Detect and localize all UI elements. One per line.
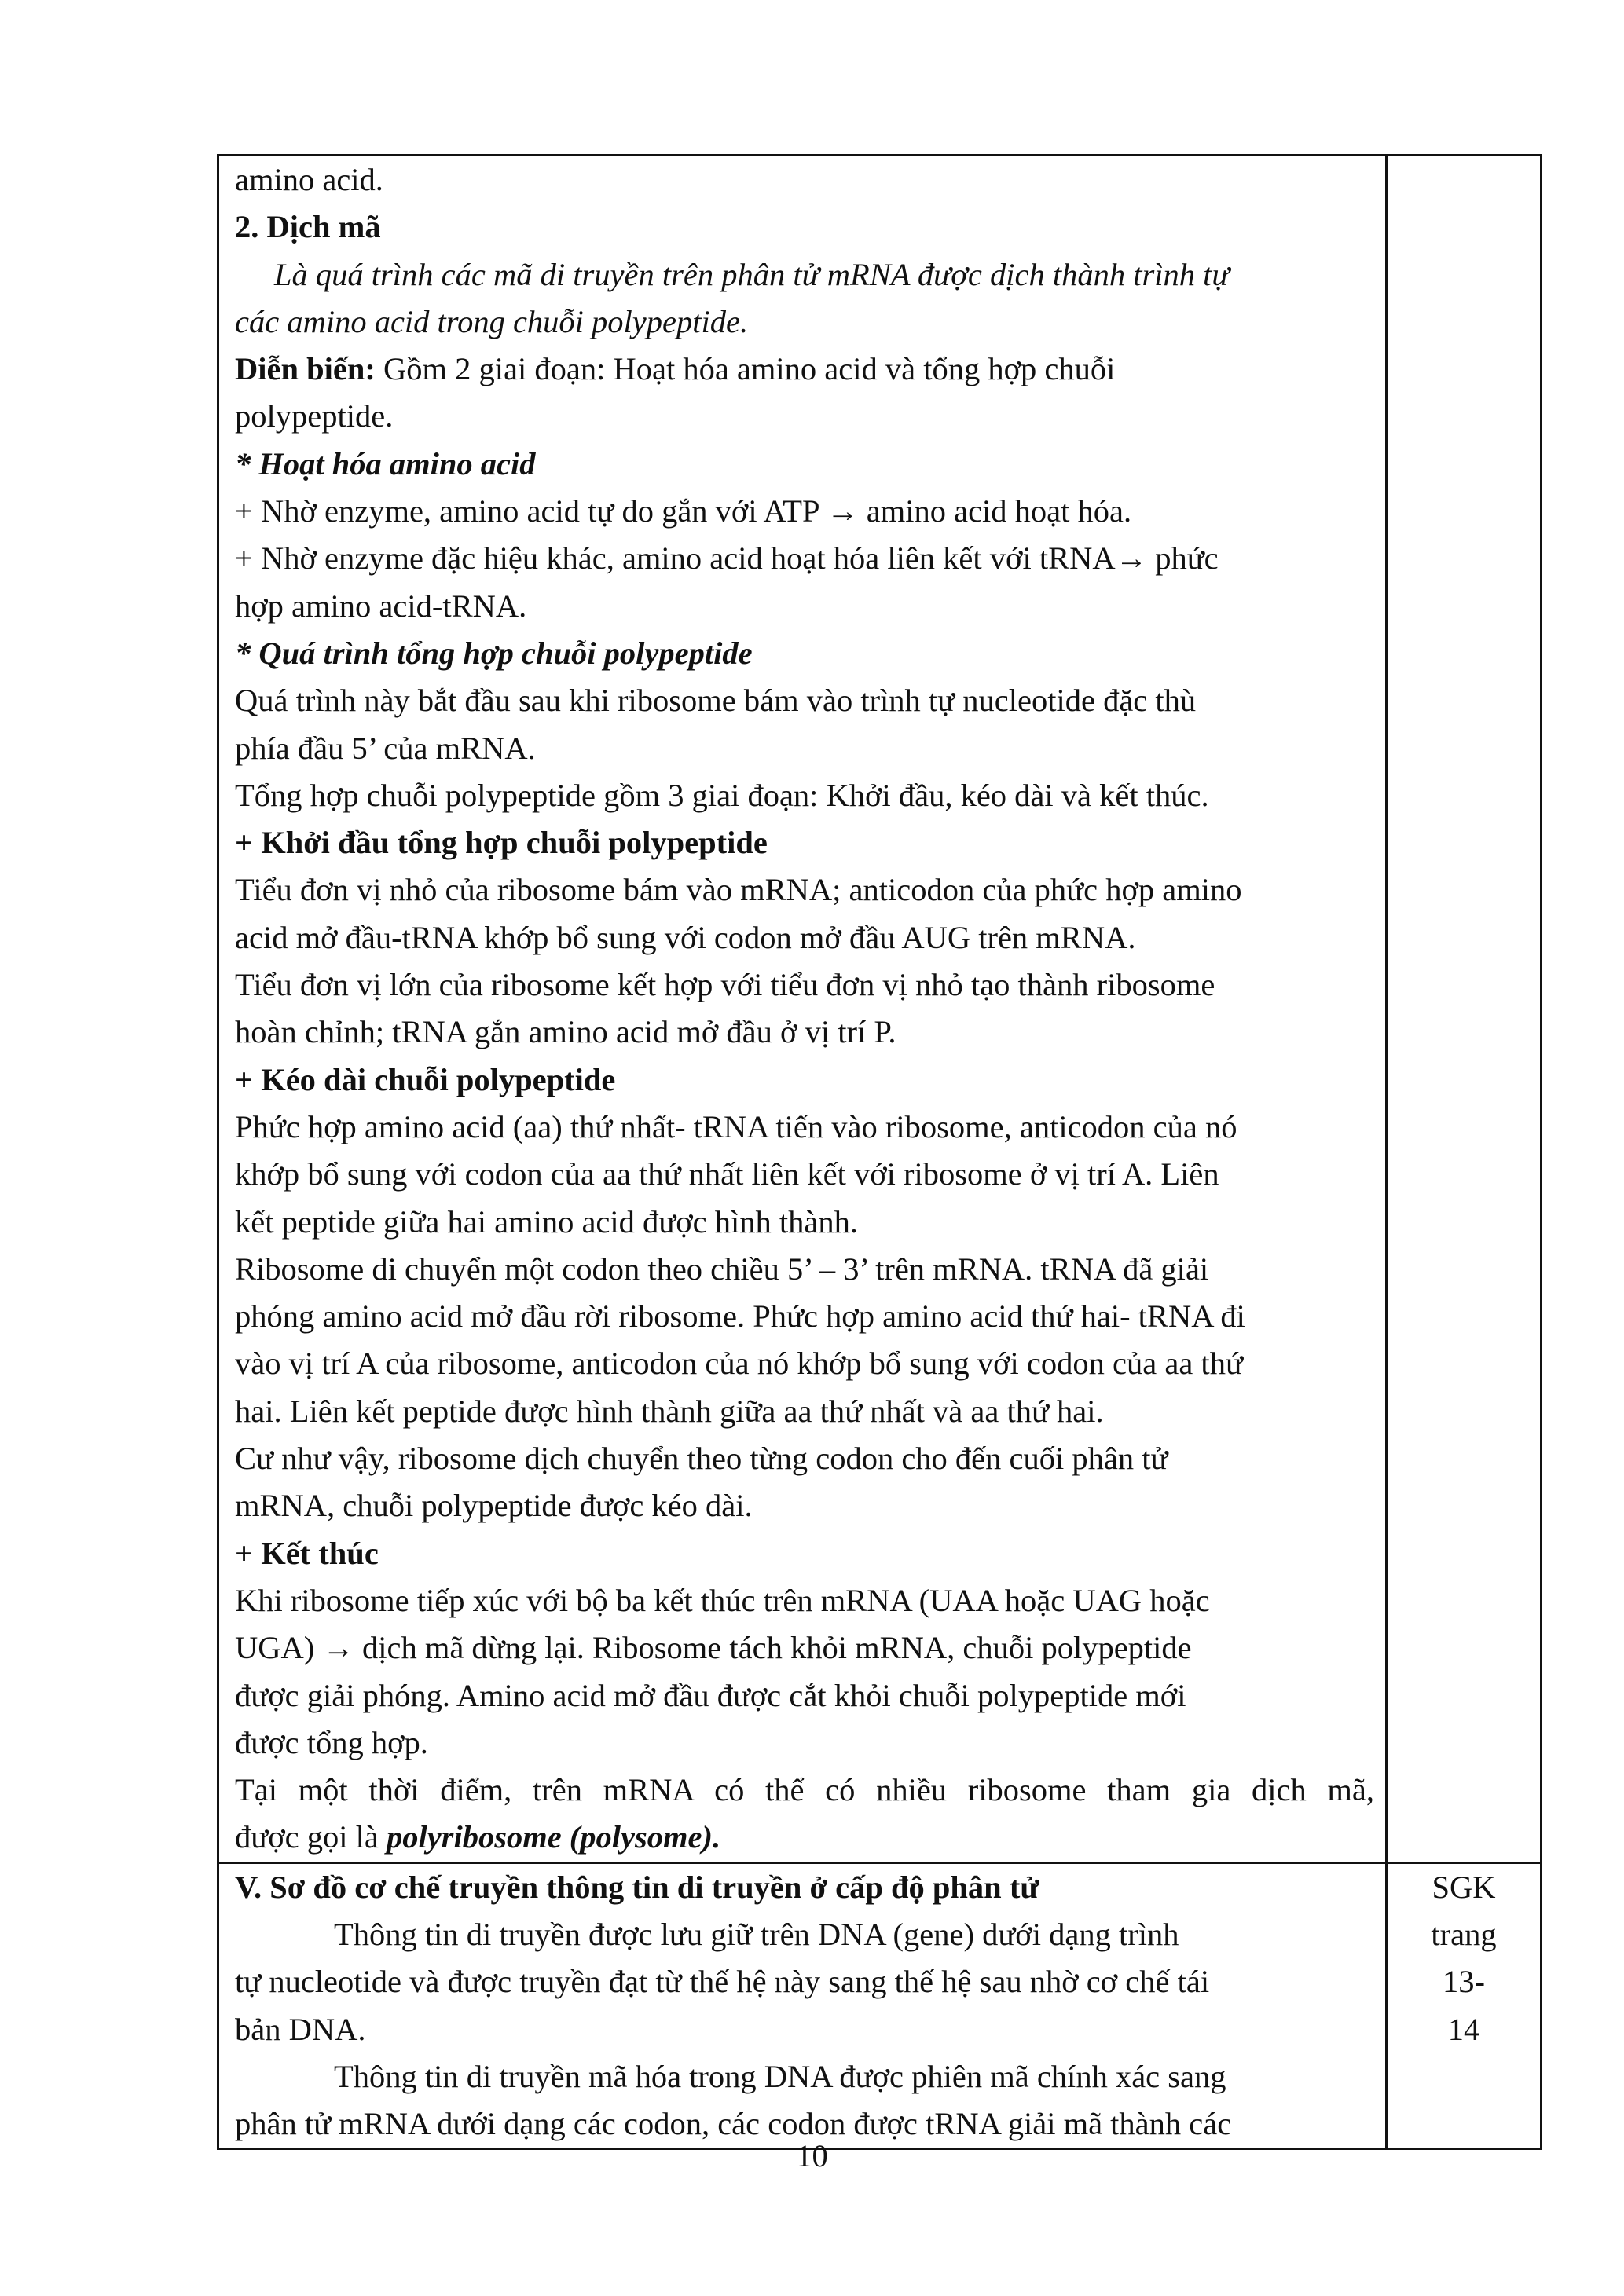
text-line: Ribosome di chuyển một codon theo chiều 5’ – 3’ trên mRNA. tRNA đã giải [235, 1251, 1209, 1287]
text-line: phóng amino acid mở đầu rời ribosome. Phức hợp amino acid thứ hai- tRNA đi [235, 1298, 1245, 1335]
text-line: tự nucleotide và được truyền đạt từ thế hệ này sang thế hệ sau nhờ cơ chế tái [235, 1964, 1210, 2000]
table-row [218, 156, 1542, 1863]
text-line: Quá trình này bắt đầu sau khi ribosome bám vào trình tự nucleotide đặc thù [235, 683, 1197, 719]
text-line: được tổng hợp. [235, 1724, 428, 1760]
text-line: được giải phóng. Amino acid mở đầu được cắt khỏi chuỗi polypeptide mới [235, 1677, 1186, 1713]
text-line: phía đầu 5’ của mRNA. [235, 730, 536, 766]
subheading-keo-dai: + Kéo dài chuỗi polypeptide [235, 1061, 616, 1097]
subheading-ket-thuc: + Kết thúc [235, 1535, 379, 1571]
text-line: kết peptide giữa hai amino acid được hình thành. [235, 1203, 858, 1240]
text-line: Thông tin di truyền mã hóa trong DNA được phiên mã chính xác sang [334, 2058, 1226, 2094]
text-line: Tổng hợp chuỗi polypeptide gồm 3 giai đoạn: Khởi đầu, kéo dài và kết thúc. [235, 777, 1209, 813]
section-v-cell [218, 1862, 1387, 2149]
dien-bien-line [235, 346, 1374, 393]
text-line: Tiểu đơn vị lớn của ribosome kết hợp với tiểu đơn vị nhỏ tạo thành ribosome [235, 967, 1215, 1003]
text-line: + Nhờ enzyme đặc hiệu khác, amino acid hoạt hóa liên kết với tRNA→ phức [235, 540, 1219, 577]
reference-cell [1387, 1862, 1542, 2149]
polysome-term: polyribosome (polysome). [386, 1819, 721, 1855]
table-row [218, 1862, 1542, 2149]
text-line: Cư như vậy, ribosome dịch chuyển theo từng codon cho đến cuối phân tử [235, 1441, 1168, 1477]
text-line: phân tử mRNA dưới dạng các codon, các codon được tRNA giải mã thành các [235, 2106, 1232, 2142]
reference-text: 14 [1447, 2011, 1480, 2047]
translation-section-cell [218, 156, 1387, 1863]
page-number: 10 [796, 2138, 828, 2173]
text-line: Tiểu đơn vị nhỏ của ribosome bám vào mRNA; anticodon của phức hợp amino [235, 872, 1242, 908]
polysome-prefix: được gọi là [235, 1819, 387, 1855]
text-line: vào vị trí A của ribosome, anticodon của nó khớp bổ sung với codon của aa thứ [235, 1346, 1243, 1382]
subheading-tong-hop: * Quá trình tổng hợp chuỗi polypeptide [235, 635, 753, 671]
reference-text: trang [1431, 1916, 1497, 1952]
text-line: hoàn chỉnh; tRNA gắn amino acid mở đầu ở vị trí P. [235, 1014, 896, 1050]
text-line: UGA) → dịch mã dừng lại. Ribosome tách khỏi mRNA, chuỗi polypeptide [235, 1630, 1192, 1666]
text-line: acid mở đầu-tRNA khớp bổ sung với codon mở đầu AUG trên mRNA. [235, 919, 1136, 955]
text-line: hai. Liên kết peptide được hình thành giữa aa thứ nhất và aa thứ hai. [235, 1393, 1104, 1429]
text-line: mRNA, chuỗi polypeptide được kéo dài. [235, 1488, 753, 1524]
subheading-hoat-hoa: * Hoạt hóa amino acid [235, 445, 536, 482]
text-line: Phức hợp amino acid (aa) thứ nhất- tRNA tiến vào ribosome, anticodon của nó [235, 1108, 1237, 1144]
text-line: khớp bổ sung với codon của aa thứ nhất liên kết với ribosome ở vị trí A. Liên [235, 1156, 1219, 1192]
reference-cell-empty [1387, 156, 1542, 1863]
text-line: Thông tin di truyền được lưu giữ trên DNA (gene) dưới dạng trình [334, 1916, 1179, 1952]
text-line: Khi ribosome tiếp xúc với bộ ba kết thúc trên mRNA (UAA hoặc UAG hoặc [235, 1582, 1210, 1618]
reference-text: 13- [1443, 1964, 1485, 2000]
text-line: amino acid. [235, 162, 383, 197]
dien-bien-label: Diễn biến: [235, 351, 376, 387]
text-line: Tại một thời điểm, trên mRNA có thể có nhiều ribosome tham gia dịch mã, [235, 1772, 1374, 1808]
section-heading-dich-ma: 2. Dịch mã [235, 209, 381, 245]
text-line: + Nhờ enzyme, amino acid tự do gắn với ATP → amino acid hoạt hóa. [235, 493, 1132, 529]
definition-line: các amino acid trong chuỗi polypeptide. [235, 303, 749, 339]
reference-text: SGK [1432, 1869, 1496, 1905]
dien-bien-text: Gồm 2 giai đoạn: Hoạt hóa amino acid và tổng hợp chuỗi [375, 351, 1116, 387]
section-heading-v: V. Sơ đồ cơ chế truyền thông tin di truyền ở cấp độ phân tử [235, 1869, 1039, 1905]
text-line: hợp amino acid-tRNA. [235, 588, 527, 624]
polysome-line [235, 1814, 1374, 1861]
text-line: bản DNA. [235, 2011, 366, 2047]
content-table [217, 154, 1542, 2150]
definition-line: Là quá trình các mã di truyền trên phân tử mRNA được dịch thành trình tự [274, 256, 1230, 292]
subheading-khoi-dau: + Khởi đầu tổng hợp chuỗi polypeptide [235, 825, 768, 861]
text-line: polypeptide. [235, 398, 394, 434]
